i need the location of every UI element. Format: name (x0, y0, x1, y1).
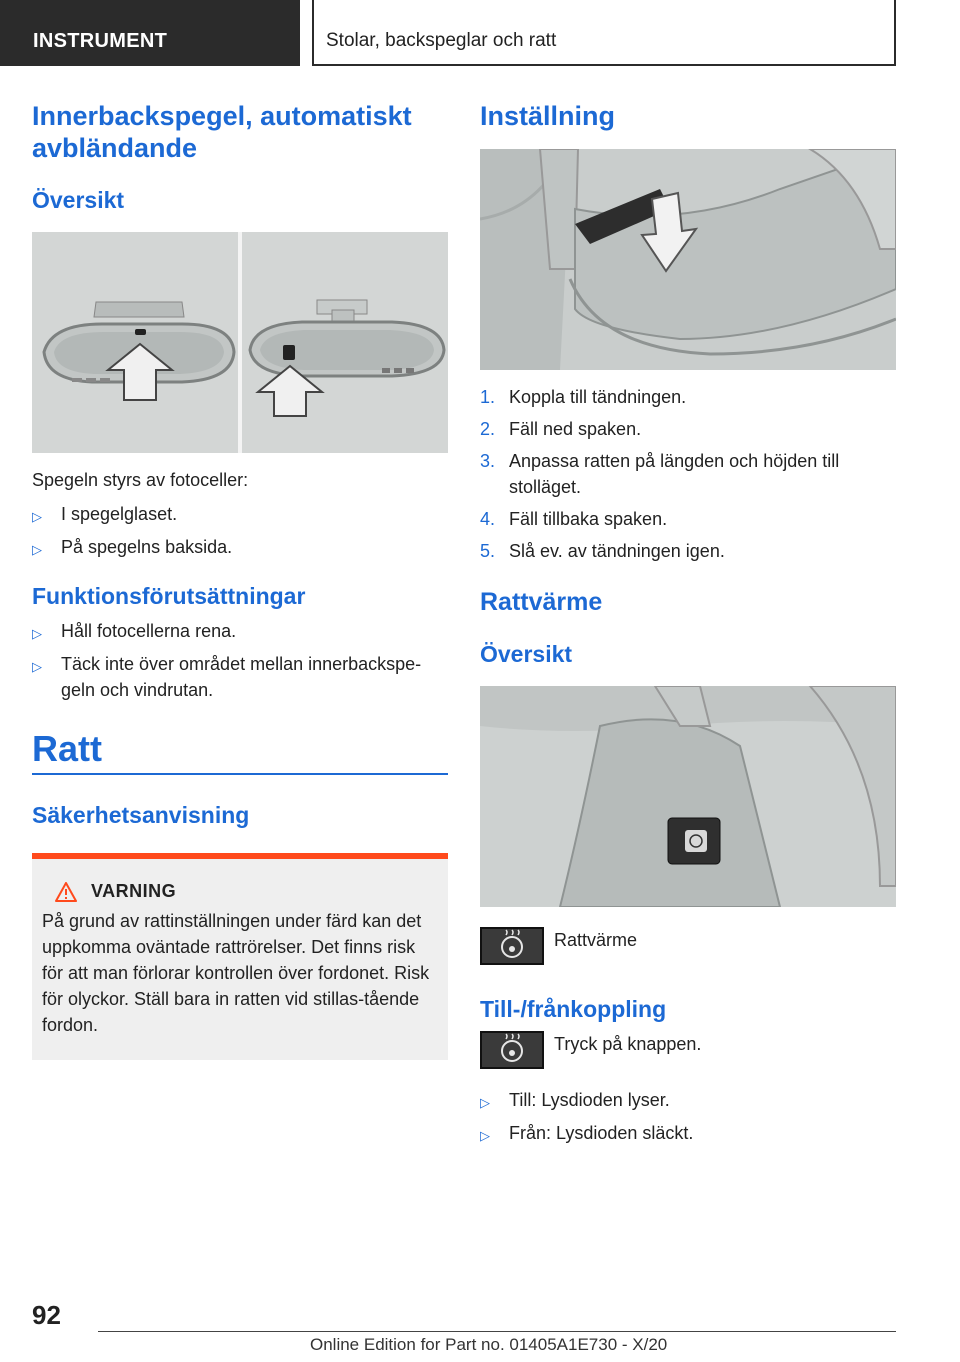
section-tab (0, 0, 300, 66)
warning-box (32, 853, 448, 1060)
triangle-bullet-icon: ▷ (480, 1128, 490, 1143)
mirror-overview-heading: Översikt (32, 187, 125, 213)
chapter-title: Stolar, backspeglar och ratt (326, 30, 557, 51)
left-column (32, 100, 448, 1060)
heating-button-photo (480, 686, 896, 907)
mirror-photo (32, 232, 448, 453)
steering-lever-photo (480, 149, 896, 370)
setting-steps (480, 384, 896, 564)
list-item: 4. Fäll tillbaka spaken. (480, 509, 668, 529)
toggle-heading: Till-/frånkoppling (480, 996, 667, 1022)
edition-text: Online Edition for Part no. 01405A1E730 - X/20 (310, 1335, 668, 1354)
list-item: 5. Slå ev. av tändningen igen. (480, 541, 725, 561)
toggle-text: Tryck på knappen. (554, 1034, 702, 1054)
mirror-intro-text: Spegeln styrs av fotoceller: (32, 470, 249, 490)
steering-wheel-heat-icon (480, 1031, 544, 1069)
heating-button-illustration (480, 686, 896, 907)
triangle-bullet-icon: ▷ (32, 509, 42, 524)
warning-text: På grund av rattinställningen under färd kan det uppkomma oväntade rattrörelser. Det finns risk för att man förlorar kontrollen över fordonet. Risk för olyckor. Ställ bara in ratten vid stillas-tående fordon. (42, 911, 430, 1035)
page-header (0, 0, 960, 66)
triangle-bullet-icon: ▷ (32, 542, 42, 557)
warning-header (55, 881, 438, 902)
list-item: ▷ Håll fotocellerna rena. (32, 618, 448, 644)
heating-button-legend (480, 927, 896, 965)
steering-wheel-heat-icon (480, 927, 544, 965)
list-item: 1. Koppla till tändningen. (480, 387, 687, 407)
func-list (32, 618, 448, 703)
heading-rule (32, 773, 448, 775)
list-item: ▷ Täck inte över området mellan innerbackspe-geln och vindrutan. (32, 654, 422, 700)
steering-lever-illustration (480, 149, 896, 370)
heat-overview-heading: Översikt (480, 641, 573, 667)
right-column (480, 100, 896, 1153)
triangle-bullet-icon: ▷ (32, 626, 42, 641)
mirror-heading: Innerbackspegel, automatiskt avbländande (32, 101, 412, 163)
heating-button-label: Rattvärme (554, 930, 638, 950)
setting-heading: Inställning (480, 101, 615, 131)
triangle-bullet-icon: ▷ (480, 1095, 490, 1110)
list-item: ▷ Till: Lysdioden lyser. (480, 1087, 896, 1113)
chapter-tab (312, 0, 896, 66)
toggle-instruction (480, 1031, 896, 1069)
triangle-bullet-icon: ▷ (32, 659, 42, 674)
list-item: 2. Fäll ned spaken. (480, 419, 642, 439)
list-item: ▷ På spegelns baksida. (32, 534, 448, 560)
page-number: 92 (32, 1300, 61, 1330)
func-heading: Funktionsförutsättningar (32, 583, 306, 609)
mirror-sensor-list (32, 501, 448, 560)
mirror-illustration (32, 232, 448, 453)
safety-heading: Säkerhetsanvisning (32, 802, 250, 828)
footer-rule (98, 1331, 896, 1332)
ratt-heading: Ratt (32, 728, 102, 769)
warning-label: VARNING (91, 881, 177, 901)
warning-triangle-icon (55, 882, 77, 902)
list-item: 3. Anpassa ratten på längden och höjden till stolläget. (480, 451, 840, 497)
toggle-list (480, 1087, 896, 1146)
heat-heading: Rattvärme (480, 588, 603, 616)
list-item: ▷ I spegelglaset. (32, 501, 448, 527)
list-item: ▷ Från: Lysdioden släckt. (480, 1120, 896, 1146)
section-title: INSTRUMENT (33, 30, 168, 52)
